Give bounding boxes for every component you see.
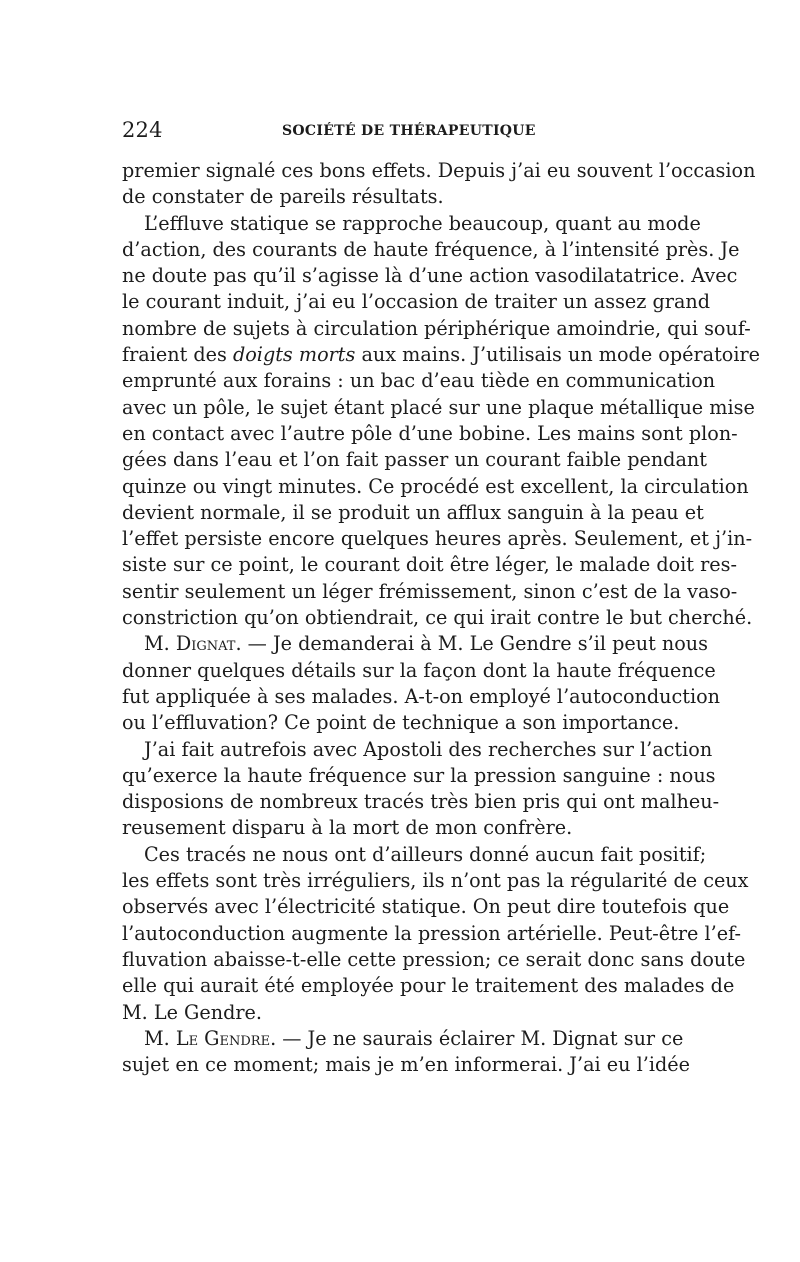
text-line: fluvation abaisse-t-elle cette pression; ce serait donc sans doute	[122, 947, 746, 971]
text-line: donner quelques détails sur la façon dont la haute fréquence	[122, 658, 716, 682]
text-line: Ces tracés ne nous ont d’ailleurs donné aucun fait positif;	[144, 842, 707, 866]
text-line: premier signalé ces bons effets. Depuis j’ai eu souvent l’occasion	[122, 159, 756, 182]
running-title: SOCIÉTÉ DE THÉRAPEUTIQUE	[282, 123, 536, 139]
text-line: reusement disparu à la mort de mon confrère.	[122, 816, 573, 840]
text-line: fut appliquée à ses malades. A-t-on employé l’autoconduction	[122, 684, 721, 708]
text-line: sentir seulement un léger frémissement, sinon c’est de la vaso-	[122, 579, 738, 603]
text-run: fraient des	[122, 343, 233, 367]
text-line: gées dans l’eau et l’on fait passer un courant faible pendant	[122, 448, 707, 472]
text-line: sujet en ce moment; mais je m’en informerai. J’ai eu l’idée	[122, 1053, 690, 1077]
text-run: — Je demanderai à M. Le Gendre s’il peut nous	[241, 632, 708, 656]
speaker-name: M. Le Gendre.	[144, 1026, 277, 1050]
text-line: constriction qu’on obtiendrait, ce qui irait contre le but cherché.	[122, 606, 753, 630]
text-line: ne doute pas qu’il s’agisse là d’une action vasodilatatrice. Avec	[122, 264, 738, 288]
text-line: observés avec l’électricité statique. On peut dire toutefois que	[122, 895, 730, 919]
text-line: ou l’effluvation? Ce point de technique a son importance.	[122, 711, 680, 735]
text-line: l’effet persiste encore quelques heures après. Seulement, et j’in-	[122, 527, 753, 551]
speaker-name: M. Dignat.	[144, 632, 242, 656]
text-line: quinze ou vingt minutes. Ce procédé est excellent, la circulation	[122, 474, 749, 498]
text-line: disposions de nombreux tracés très bien pris qui ont malheu-	[122, 790, 720, 814]
text-line	[122, 631, 708, 657]
body-text	[122, 158, 761, 1078]
text-line: J’ai fait autrefois avec Apostoli des recherches sur l’action	[144, 737, 713, 761]
text-line: de constater de pareils résultats.	[122, 185, 444, 209]
text-line: avec un pôle, le sujet étant placé sur une plaque métallique mise	[122, 395, 755, 419]
text-line: M. Le Gendre.	[122, 1000, 262, 1024]
text-line	[122, 342, 761, 368]
text-line: devient normale, il se produit un afflux sanguin à la peau et	[122, 500, 704, 524]
text-line: elle qui aurait été employée pour le traitement des malades de	[122, 974, 735, 998]
text-run: aux mains. J’utilisais un mode opératoire	[355, 343, 761, 367]
italic-phrase: doigts morts	[232, 343, 356, 367]
text-line: en contact avec l’autre pôle d’une bobine. Les mains sont plon-	[122, 421, 738, 445]
text-line: nombre de sujets à circulation périphérique amoindrie, qui souf-	[122, 316, 751, 340]
text-line: L’effluve statique se rapproche beaucoup, quant au mode	[144, 211, 701, 235]
text-line: le courant induit, j’ai eu l’occasion de traiter un assez grand	[122, 290, 711, 314]
text-line	[122, 1026, 684, 1052]
text-line: l’autoconduction augmente la pression artérielle. Peut-être l’ef-	[122, 921, 741, 945]
page-header	[122, 116, 670, 146]
text-line: d’action, des courants de haute fréquence, à l’intensité près. Je	[122, 237, 740, 261]
page-number: 224	[122, 118, 163, 142]
text-line: qu’exerce la haute fréquence sur la pression sanguine : nous	[122, 763, 716, 787]
text-line: les effets sont très irréguliers, ils n’ont pas la régularité de ceux	[122, 869, 749, 893]
text-run: — Je ne saurais éclairer M. Dignat sur ce	[276, 1026, 684, 1050]
text-line: emprunté aux forains : un bac d’eau tiède en communication	[122, 369, 716, 393]
text-line: siste sur ce point, le courant doit être léger, le malade doit res-	[122, 553, 737, 577]
